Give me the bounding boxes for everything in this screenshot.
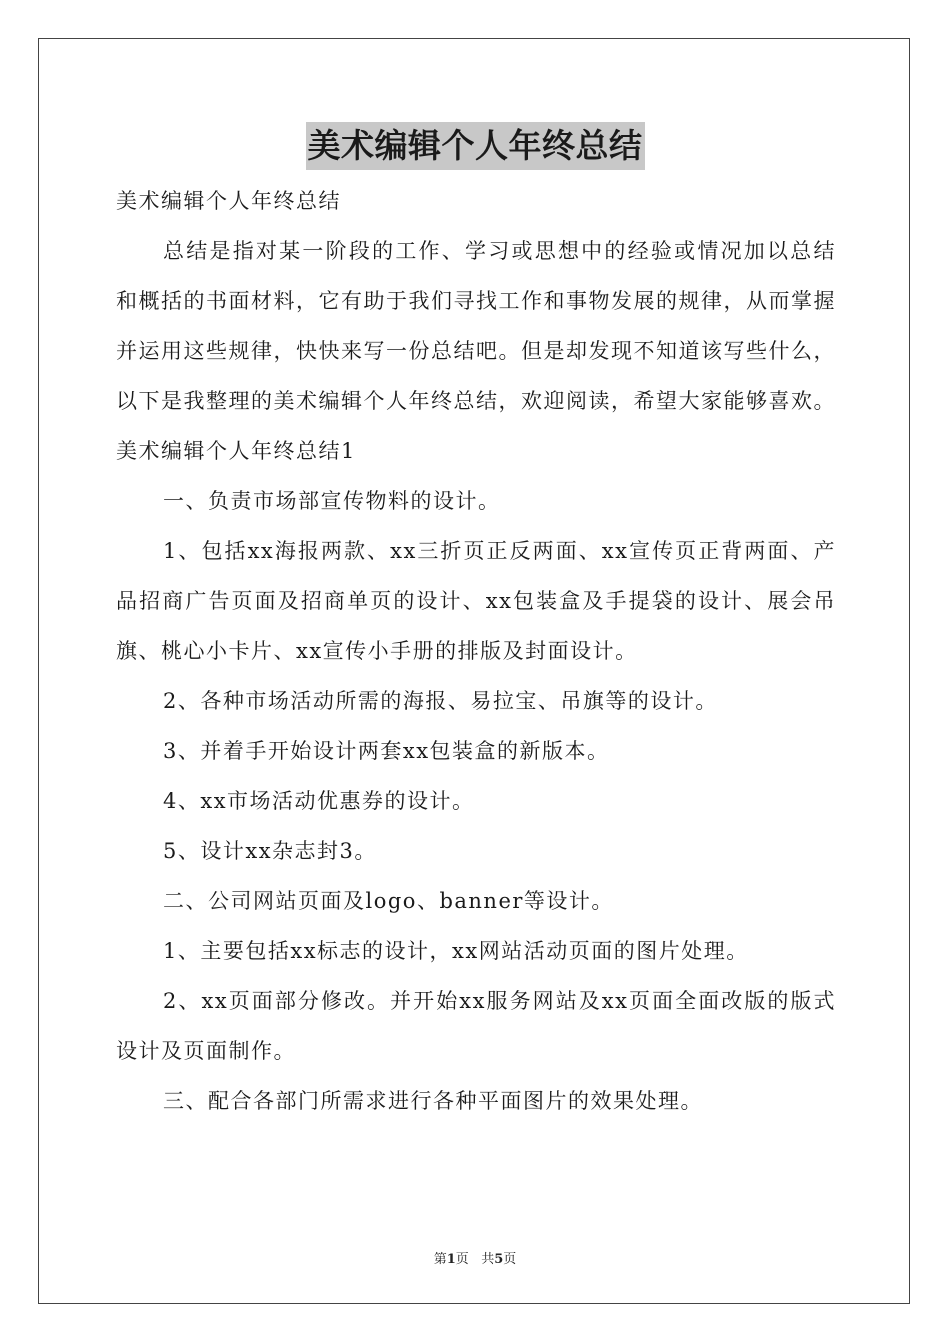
- paragraph: 5、设计xx杂志封3。: [163, 839, 377, 863]
- title-container: [0, 122, 950, 170]
- paragraph: 2、xx页面部分修改。并开始xx服务网站及xx页面全面改版的版式设计及页面制作。: [116, 989, 836, 1063]
- paragraph: 一、负责市场部宣传物料的设计。: [163, 489, 501, 513]
- paragraph: 美术编辑个人年终总结1: [116, 439, 356, 463]
- page-middle-text: 页 共: [455, 1252, 495, 1267]
- page-prefix: 第: [433, 1252, 447, 1267]
- paragraph: 二、公司网站页面及logo、banner等设计。: [163, 889, 614, 913]
- page-footer: [0, 1248, 950, 1267]
- paragraph: 三、配合各部门所需求进行各种平面图片的效果处理。: [163, 1089, 703, 1113]
- paragraph: 1、主要包括xx标志的设计，xx网站活动页面的图片处理。: [163, 939, 749, 963]
- document-body: [116, 176, 836, 1126]
- paragraph: 美术编辑个人年终总结: [116, 189, 341, 213]
- paragraph: 3、并着手开始设计两套xx包装盒的新版本。: [163, 739, 610, 763]
- paragraph: 总结是指对某一阶段的工作、学习或思想中的经验或情况加以总结和概括的书面材料，它有助于我们寻找工作和事物发展的规律，从而掌握并运用这些规律，快快来写一份总结吧。但是却发现不知道该写些什么，以下是我整理的美术编辑个人年终总结，欢迎阅读，希望大家能够喜欢。: [116, 239, 836, 413]
- paragraph: 4、xx市场活动优惠券的设计。: [163, 789, 475, 813]
- current-page-number: 1: [446, 1252, 456, 1267]
- document-title: 美术编辑个人年终总结: [306, 122, 645, 170]
- paragraph: 2、各种市场活动所需的海报、易拉宝、吊旗等的设计。: [163, 689, 718, 713]
- paragraph: 1、包括xx海报两款、xx三折页正反两面、xx宣传页正背两面、产品招商广告页面及招商单页的设计、xx包装盒及手提袋的设计、展会吊旗、桃心小卡片、xx宣传小手册的排版及封面设计。: [116, 539, 836, 663]
- page-suffix: 页: [503, 1252, 517, 1267]
- total-page-number: 5: [494, 1252, 504, 1267]
